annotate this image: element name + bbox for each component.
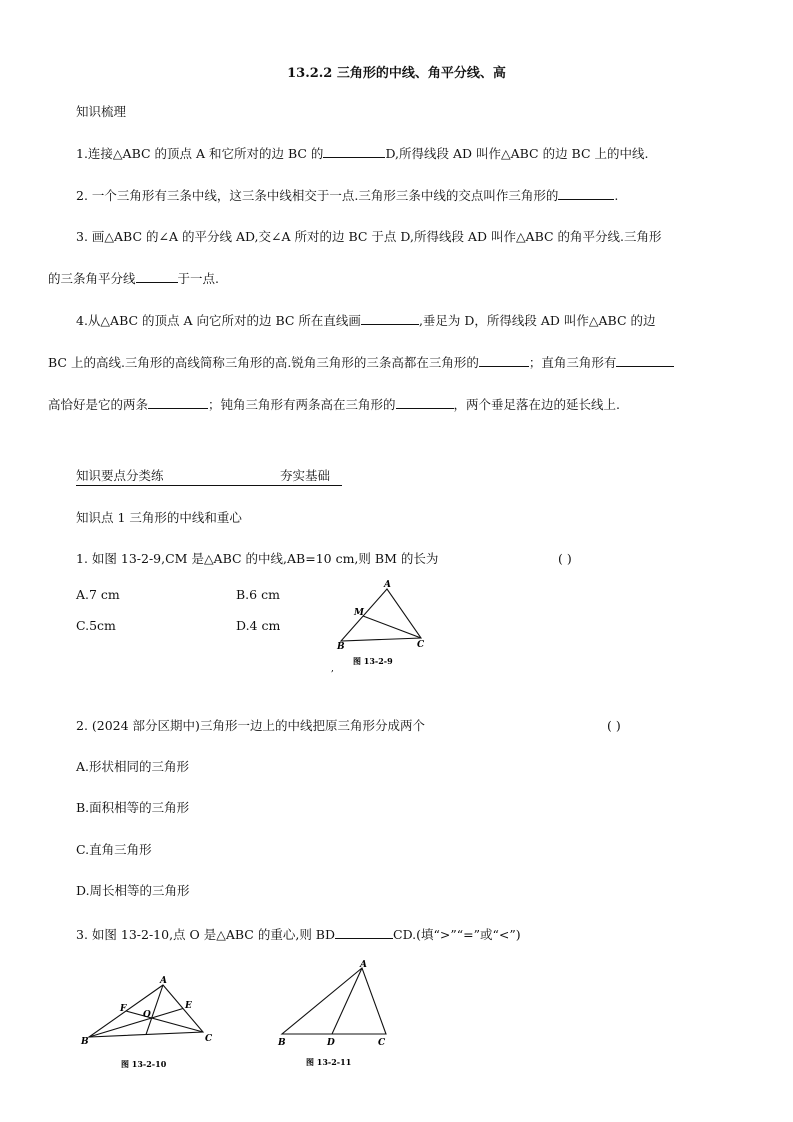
figure-caption: 图 13-2-11 — [306, 1057, 352, 1067]
figure-label-b: B — [337, 642, 345, 652]
question-1-answer-paren: ( ) — [558, 551, 572, 566]
review-item-4-text-g: ，两个垂足落在边的延长线上. — [453, 397, 621, 412]
figure-label-b: B — [81, 1037, 89, 1047]
question-1-option-b[interactable]: B.6 cm — [236, 587, 280, 602]
review-item-3-text-a: 的三条角平分线 — [48, 271, 136, 286]
question-1-option-a[interactable]: A.7 cm — [76, 587, 120, 602]
question-1-option-d[interactable]: D.4 cm — [236, 618, 281, 633]
section-header-left: 知识要点分类练 — [76, 468, 164, 483]
question-2-option-a[interactable]: A.形状相同的三角形 — [76, 759, 190, 774]
figure-label-e: E — [185, 1001, 192, 1011]
figure-label-c: C — [378, 1038, 386, 1048]
review-item-1-text-b: D,所得线段 AD 叫作△ABC 的边 BC 上的中线. — [385, 146, 649, 161]
knowledge-point-1-heading: 知识点 1 三角形的中线和重心 — [76, 510, 242, 525]
fill-blank[interactable] — [335, 926, 393, 939]
review-item-4-text-b: ,垂足为 D，所得线段 AD 叫作△ABC 的边 — [418, 313, 656, 328]
figure-label-c: C — [417, 640, 425, 650]
fill-blank[interactable] — [323, 145, 385, 158]
question-3-text-a: 3. 如图 13-2-10,点 O 是△ABC 的重心,则 BD — [76, 927, 336, 942]
review-item-4-text-a: 4.从△ABC 的顶点 A 向它所对的边 BC 所在直线画 — [76, 313, 361, 328]
figure-13-2-9 — [325, 578, 440, 678]
figure-label-f: F — [120, 1004, 127, 1014]
figure-label-m: M — [354, 608, 364, 618]
review-item-3-line-1: 3. 画△ABC 的∠A 的平分线 AD,交∠A 所对的边 BC 于点 D,所得线段 AD 叫作△ABC 的角平分线.三角形 — [76, 229, 662, 244]
review-item-1 — [76, 145, 648, 162]
fill-blank[interactable] — [136, 270, 178, 283]
fill-blank[interactable] — [616, 354, 674, 367]
review-item-3-text-b: 于一点. — [177, 271, 219, 286]
question-2-option-b[interactable]: B.面积相等的三角形 — [76, 800, 190, 815]
question-1-stem: 1. 如图 13-2-9,CM 是△ABC 的中线,AB=10 cm,则 BM 的长为 — [76, 551, 439, 566]
section-header-right: 夯实基础 — [280, 468, 331, 483]
figure-label-a: A — [384, 580, 391, 590]
figure-label-b: B — [278, 1038, 286, 1048]
figure-13-2-11 — [270, 958, 400, 1073]
stray-comma-mark: , — [331, 664, 334, 674]
figure-label-a: A — [360, 960, 367, 970]
fill-blank[interactable] — [396, 396, 454, 409]
review-item-2 — [76, 187, 618, 204]
fill-blank[interactable] — [558, 187, 614, 200]
fill-blank[interactable] — [361, 312, 419, 325]
review-item-2-text-a: 2. 一个三角形有三条中线，这三条中线相交于一点.三角形三条中线的交点叫作三角形的 — [76, 188, 559, 203]
question-1-option-c[interactable]: C.5cm — [76, 618, 116, 633]
review-item-4-line-2 — [48, 354, 674, 371]
question-2-option-c[interactable]: C.直角三角形 — [76, 842, 152, 857]
page-title: 13.2.2 三角形的中线、角平分线、高 — [287, 66, 506, 81]
figure-label-d: D — [327, 1038, 335, 1048]
figure-label-o: O — [143, 1010, 151, 1020]
figure-label-c: C — [205, 1034, 213, 1044]
review-item-4-text-e: 高恰好是它的两条 — [48, 397, 149, 412]
review-item-4-text-c: BC 上的高线.三角形的高线简称三角形的高.锐角三角形的三条高都在三角形的 — [48, 355, 479, 370]
figure-caption: 图 13-2-9 — [353, 656, 393, 666]
question-3-stem — [76, 926, 521, 943]
review-item-1-text-a: 1.连接△ABC 的顶点 A 和它所对的边 BC 的 — [76, 146, 324, 161]
review-item-4-text-f: ；钝角三角形有两条高在三角形的 — [208, 397, 396, 412]
review-heading: 知识梳理 — [76, 104, 127, 119]
question-2-stem: 2. (2024 部分区期中)三角形一边上的中线把原三角形分成两个 — [76, 718, 425, 733]
review-item-3-line-2 — [48, 270, 219, 287]
figure-caption: 图 13-2-10 — [121, 1059, 167, 1069]
review-item-4-line-1 — [76, 312, 656, 329]
fill-blank[interactable] — [148, 396, 208, 409]
question-2-answer-paren: ( ) — [607, 718, 621, 733]
fill-blank[interactable] — [479, 354, 529, 367]
review-item-4-line-3 — [48, 396, 620, 413]
figure-label-a: A — [160, 976, 167, 986]
question-3-text-b: CD.(填“>”“=”或“<”) — [393, 927, 521, 942]
section-header — [76, 468, 342, 486]
review-item-4-text-d: ；直角三角形有 — [528, 355, 617, 370]
review-item-2-text-b: . — [614, 188, 619, 203]
figure-13-2-10 — [75, 972, 225, 1072]
question-2-option-d[interactable]: D.周长相等的三角形 — [76, 883, 190, 898]
